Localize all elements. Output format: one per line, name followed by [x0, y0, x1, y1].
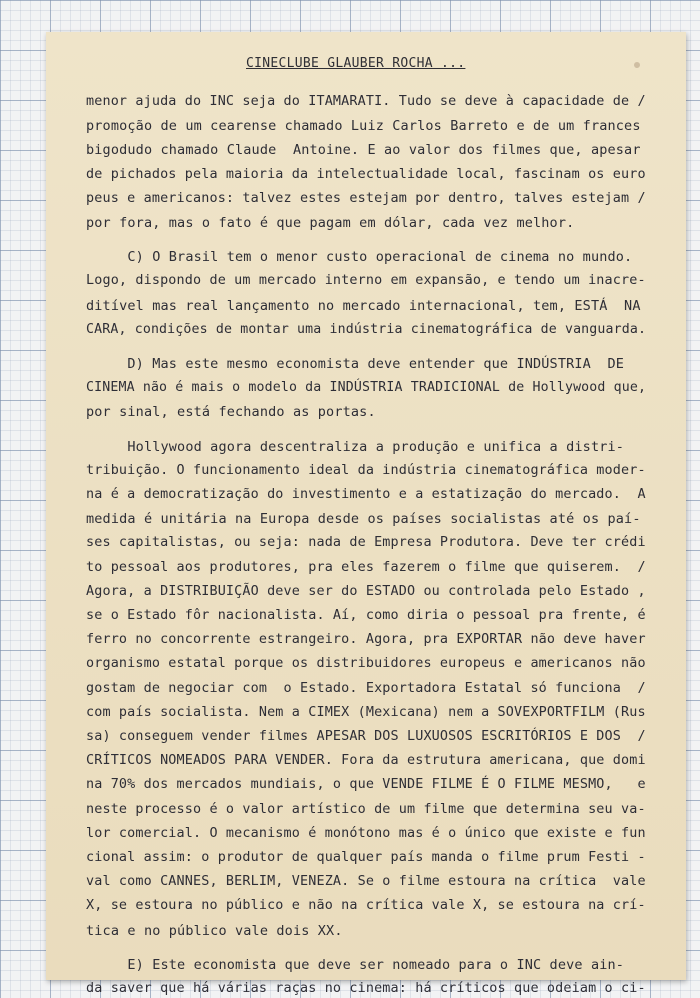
text-line: na é a democratização do investimento e a estatização do mercado. A [86, 487, 646, 502]
text-line: gostam de negociar com o Estado. Exportadora Estatal só funciona / [86, 680, 646, 696]
text-line: organismo estatal porque os distribuidores europeus e americanos não [86, 656, 646, 672]
text-line: promoção de um cearense chamado Luiz Carlos Barreto e de um frances [86, 118, 641, 135]
text-line: tribuição. O funcionamento ideal da indústria cinematográfica moder- [86, 462, 646, 478]
text-line: bigodudo chamado Claude Antoine. E ao valor dos filmes que, apesar [86, 142, 641, 159]
text-line: peus e americanos: talvez estes estejam por dentro, talves estejam / [86, 190, 646, 206]
text-line: sa) conseguem vender filmes APESAR DOS LUXUOSOS ESCRITÓRIOS E DOS / [86, 729, 646, 744]
text-line: menor ajuda do INC seja do ITAMARATI. Tudo se deve à capacidade de / [86, 94, 646, 109]
text-line: CARA, condições de montar uma indústria cinematográfica de vanguarda. [86, 321, 647, 337]
text-line: por sinal, está fechando as portas. [86, 404, 376, 421]
text-line: ferro no concorrente estrangeiro. Agora, pra EXPORTAR não deve haver [86, 632, 646, 648]
text-line: X, se estoura no público e não na crítica vale X, se estoura na crí- [86, 898, 646, 914]
typewritten-page [46, 32, 686, 996]
text-line: D) Mas este mesmo economista deve entender que INDÚSTRIA DE [86, 356, 625, 372]
text-line: de pichados pela maioria da intelectualidade local, fascinam os euro [86, 166, 646, 182]
text-line: neste processo é o valor artístico de um filme que determina seu va- [86, 801, 646, 817]
text-line: ditível mas real lançamento no mercado internacional, tem, ESTÁ NA [86, 297, 641, 314]
text-line: por fora, mas o fato é que pagam em dólar, cada vez melhor. [86, 215, 575, 231]
text-line: Agora, a DISTRIBUIÇÃO deve ser do ESTADO ou controlada pelo Estado , [86, 583, 646, 599]
text-line: E) Este economista que deve ser nomeado para o INC deve ain- [86, 956, 625, 973]
text-line: na 70% dos mercados mundiais, o que VENDE FILME É O FILME MESMO, e [86, 777, 646, 793]
text-line: da saver que há várias raças no cinema: há críticos que odeiam o ci- [86, 981, 646, 996]
text-line: ses capitalistas, ou seja: nada de Empresa Produtora. Deve ter crédi [86, 535, 646, 551]
text-line: se o Estado fôr nacionalista. Aí, como diria o pessoal pra frente, é [86, 608, 646, 623]
text-line: to pessoal aos produtores, pra eles fazerem o filme que quiserem. / [86, 559, 646, 575]
text-line: medida é unitária na Europa desde os países socialistas até os paí- [86, 511, 641, 528]
text-line: CINEMA não é mais o modelo da INDÚSTRIA TRADICIONAL de Hollywood que, [86, 380, 647, 396]
page-mark [634, 62, 640, 68]
text-line: lor comercial. O mecanismo é monótono mas é o único que existe e fun [86, 825, 646, 841]
text-line: val como CANNES, BERLIM, VENEZA. Se o filme estoura na crítica vale [86, 874, 646, 890]
text-line: Logo, dispondo de um mercado interno em expansão, e tendo um inacre- [86, 273, 646, 289]
text-line: CRÍTICOS NOMEADOS PARA VENDER. Fora da estrutura americana, que domi [86, 753, 646, 769]
text-line: com país socialista. Nem a CIMEX (Mexicana) nem a SOVEXPORTFILM (Rus [86, 704, 646, 720]
text-line: C) O Brasil tem o menor custo operacional de cinema no mundo. [86, 249, 633, 266]
text-line: cional assim: o produtor de qualquer país manda o filme prum Festi - [86, 850, 646, 865]
page-header-title: CINECLUBE GLAUBER ROCHA ... [246, 56, 466, 71]
text-line: tica e no público vale dois XX. [86, 922, 343, 939]
text-line: Hollywood agora descentraliza a produção e unifica a distri- [86, 438, 625, 455]
